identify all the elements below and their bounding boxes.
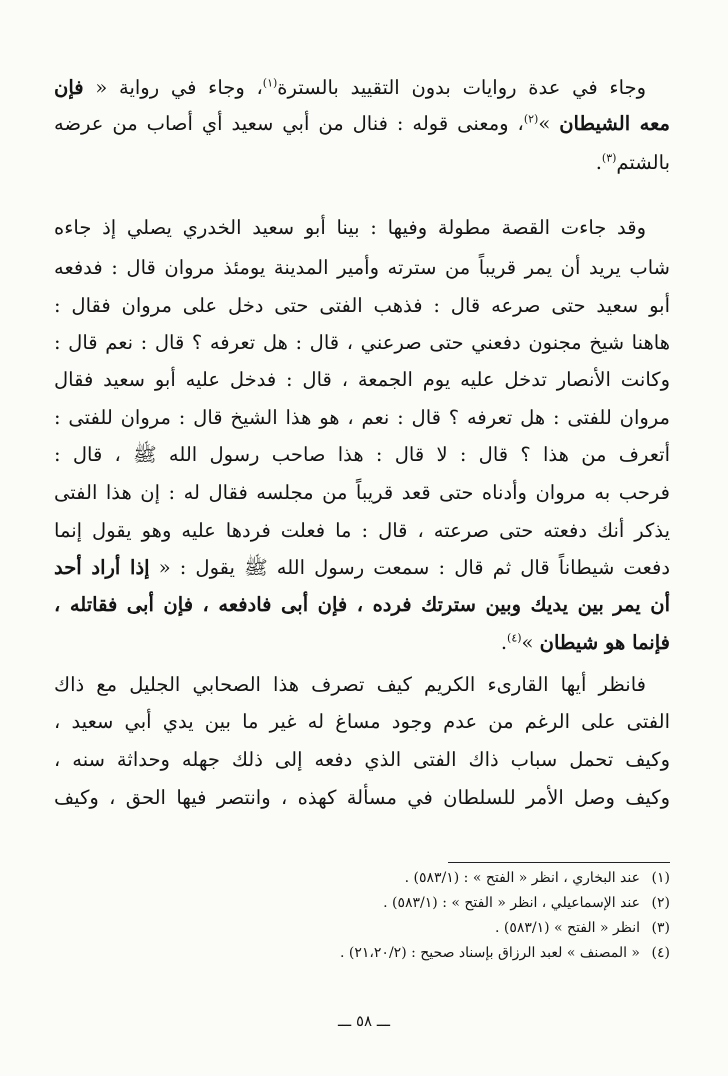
text-line bbox=[54, 251, 670, 285]
text-span: بالشتم bbox=[616, 151, 670, 174]
footnote-ref: (٤) bbox=[507, 631, 522, 645]
footnote-text: « المصنف » لعبد الرزاق بإسناد صحيح : (٢١،٢٠/٢) . bbox=[339, 945, 640, 961]
footnote-number: (٣) bbox=[651, 920, 670, 936]
text-line bbox=[54, 363, 670, 397]
footnote-text: عند البخاري ، انظر « الفتح » : (٥٨٣/١) . bbox=[404, 870, 640, 886]
text-span: وقد جاءت القصة مطولة وفيها : بينا أبو سعيد الخدري يصلي إذ جاءه bbox=[54, 216, 646, 239]
text-line bbox=[54, 551, 670, 585]
text-span: وكيف وصل الأمر للسلطان في مسألة كهذه ، وانتصر فيها الحق ، وكيف bbox=[54, 786, 670, 809]
text-line bbox=[54, 514, 670, 548]
text-span: شاب يريد أن يمر قريباً من سترته وأمير المدينة يومئذ مروان قال : فدفعه bbox=[54, 256, 670, 279]
bold-text: فإن bbox=[54, 76, 84, 99]
text-span: ، ومعنى قوله : فنال من أبي سعيد أي أصاب من عرضه bbox=[54, 112, 524, 135]
text-line bbox=[54, 781, 670, 815]
text-line bbox=[54, 326, 670, 360]
page-number: ـــ ٥٨ ـــ bbox=[337, 1012, 391, 1030]
text-span: الفتى على الرغم من عدم وجود مساغ له غير ما بين يدي أبي سعيد ، bbox=[54, 710, 670, 733]
text-line bbox=[54, 289, 670, 323]
footnote bbox=[120, 917, 670, 939]
bold-text: معه الشيطان bbox=[559, 112, 670, 135]
text-line bbox=[54, 626, 670, 660]
text-line bbox=[54, 668, 646, 702]
footnote-ref: (١) bbox=[262, 76, 278, 90]
text-line bbox=[54, 71, 646, 105]
text-span: » bbox=[521, 631, 540, 654]
text-line bbox=[54, 401, 670, 435]
footnote bbox=[120, 867, 670, 889]
footnote-number: (٢) bbox=[651, 895, 670, 911]
text-span: دفعت شيطاناً قال ثم قال : سمعت رسول الله ﷺ يقول : « bbox=[149, 556, 670, 579]
text-span: وكانت الأنصار تدخل عليه يوم الجمعة ، قال : فدخل عليه أبو سعيد فقال bbox=[54, 368, 670, 391]
text-span: وجاء في عدة روايات بدون التقييد بالسترة bbox=[277, 76, 646, 99]
text-span: ، وجاء في رواية « bbox=[83, 76, 263, 99]
text-line bbox=[54, 107, 670, 141]
text-span: وكيف تحمل سباب ذاك الفتى الذي دفعه إلى ذلك جهله وحداثة سنه ، bbox=[54, 748, 670, 771]
footnote-number: (١) bbox=[651, 870, 670, 886]
bold-text: إذا أراد أحد bbox=[54, 556, 150, 579]
bold-text: فإنما هو شيطان bbox=[539, 631, 670, 654]
footnote-text: عند الإسماعيلي ، انظر « الفتح » : (٥٨٣/١) . bbox=[383, 895, 640, 911]
text-line bbox=[54, 705, 670, 739]
text-line bbox=[54, 476, 670, 510]
footnote-separator bbox=[448, 862, 670, 863]
footnote bbox=[120, 942, 670, 964]
footnote bbox=[120, 892, 670, 914]
text-span: يذكر أنك دفعته حتى صرعته ، قال : ما فعلت فردها عليه وهو يقول إنما bbox=[54, 519, 670, 542]
text-span: أبو سعيد حتى صرعه قال : فذهب الفتى حتى دخل على مروان فقال : bbox=[54, 294, 670, 317]
text-span: مروان للفتى : هل تعرفه ؟ قال : نعم ، هو هذا الشيخ قال : مروان للفتى : bbox=[54, 406, 670, 429]
text-line bbox=[54, 146, 670, 180]
text-span: فانظر أيها القارىء الكريم كيف تصرف هذا الصحابي الجليل مع ذاك bbox=[54, 673, 646, 696]
footnote-number: (٤) bbox=[651, 945, 670, 961]
text-line bbox=[54, 211, 646, 245]
footnote-ref: (٢) bbox=[523, 112, 539, 126]
footnote-text: انظر « الفتح » (٥٨٣/١) . bbox=[494, 920, 640, 936]
text-line bbox=[54, 588, 670, 622]
text-span: . bbox=[595, 151, 602, 174]
text-line bbox=[54, 438, 670, 472]
text-span: فرحب به مروان وأدناه حتى قعد قريباً من مجلسه فقال له : إن هذا الفتى bbox=[54, 481, 670, 504]
footnote-ref: (٣) bbox=[601, 151, 617, 165]
text-span: . bbox=[500, 631, 508, 654]
text-span: أتعرف من هذا ؟ قال : لا قال : هذا صاحب رسول الله ﷺ ، قال : bbox=[54, 443, 670, 466]
text-span: » bbox=[538, 112, 560, 135]
bold-text: أن يمر بين يديك وبين سترتك فرده ، فإن أبى فادفعه ، فإن أبى فقاتله ، bbox=[54, 593, 670, 616]
text-span: هاهنا شيخ مجنون دفعني حتى صرعني ، قال : هل تعرفه ؟ قال : نعم قال : bbox=[54, 331, 670, 354]
text-line bbox=[54, 743, 670, 777]
